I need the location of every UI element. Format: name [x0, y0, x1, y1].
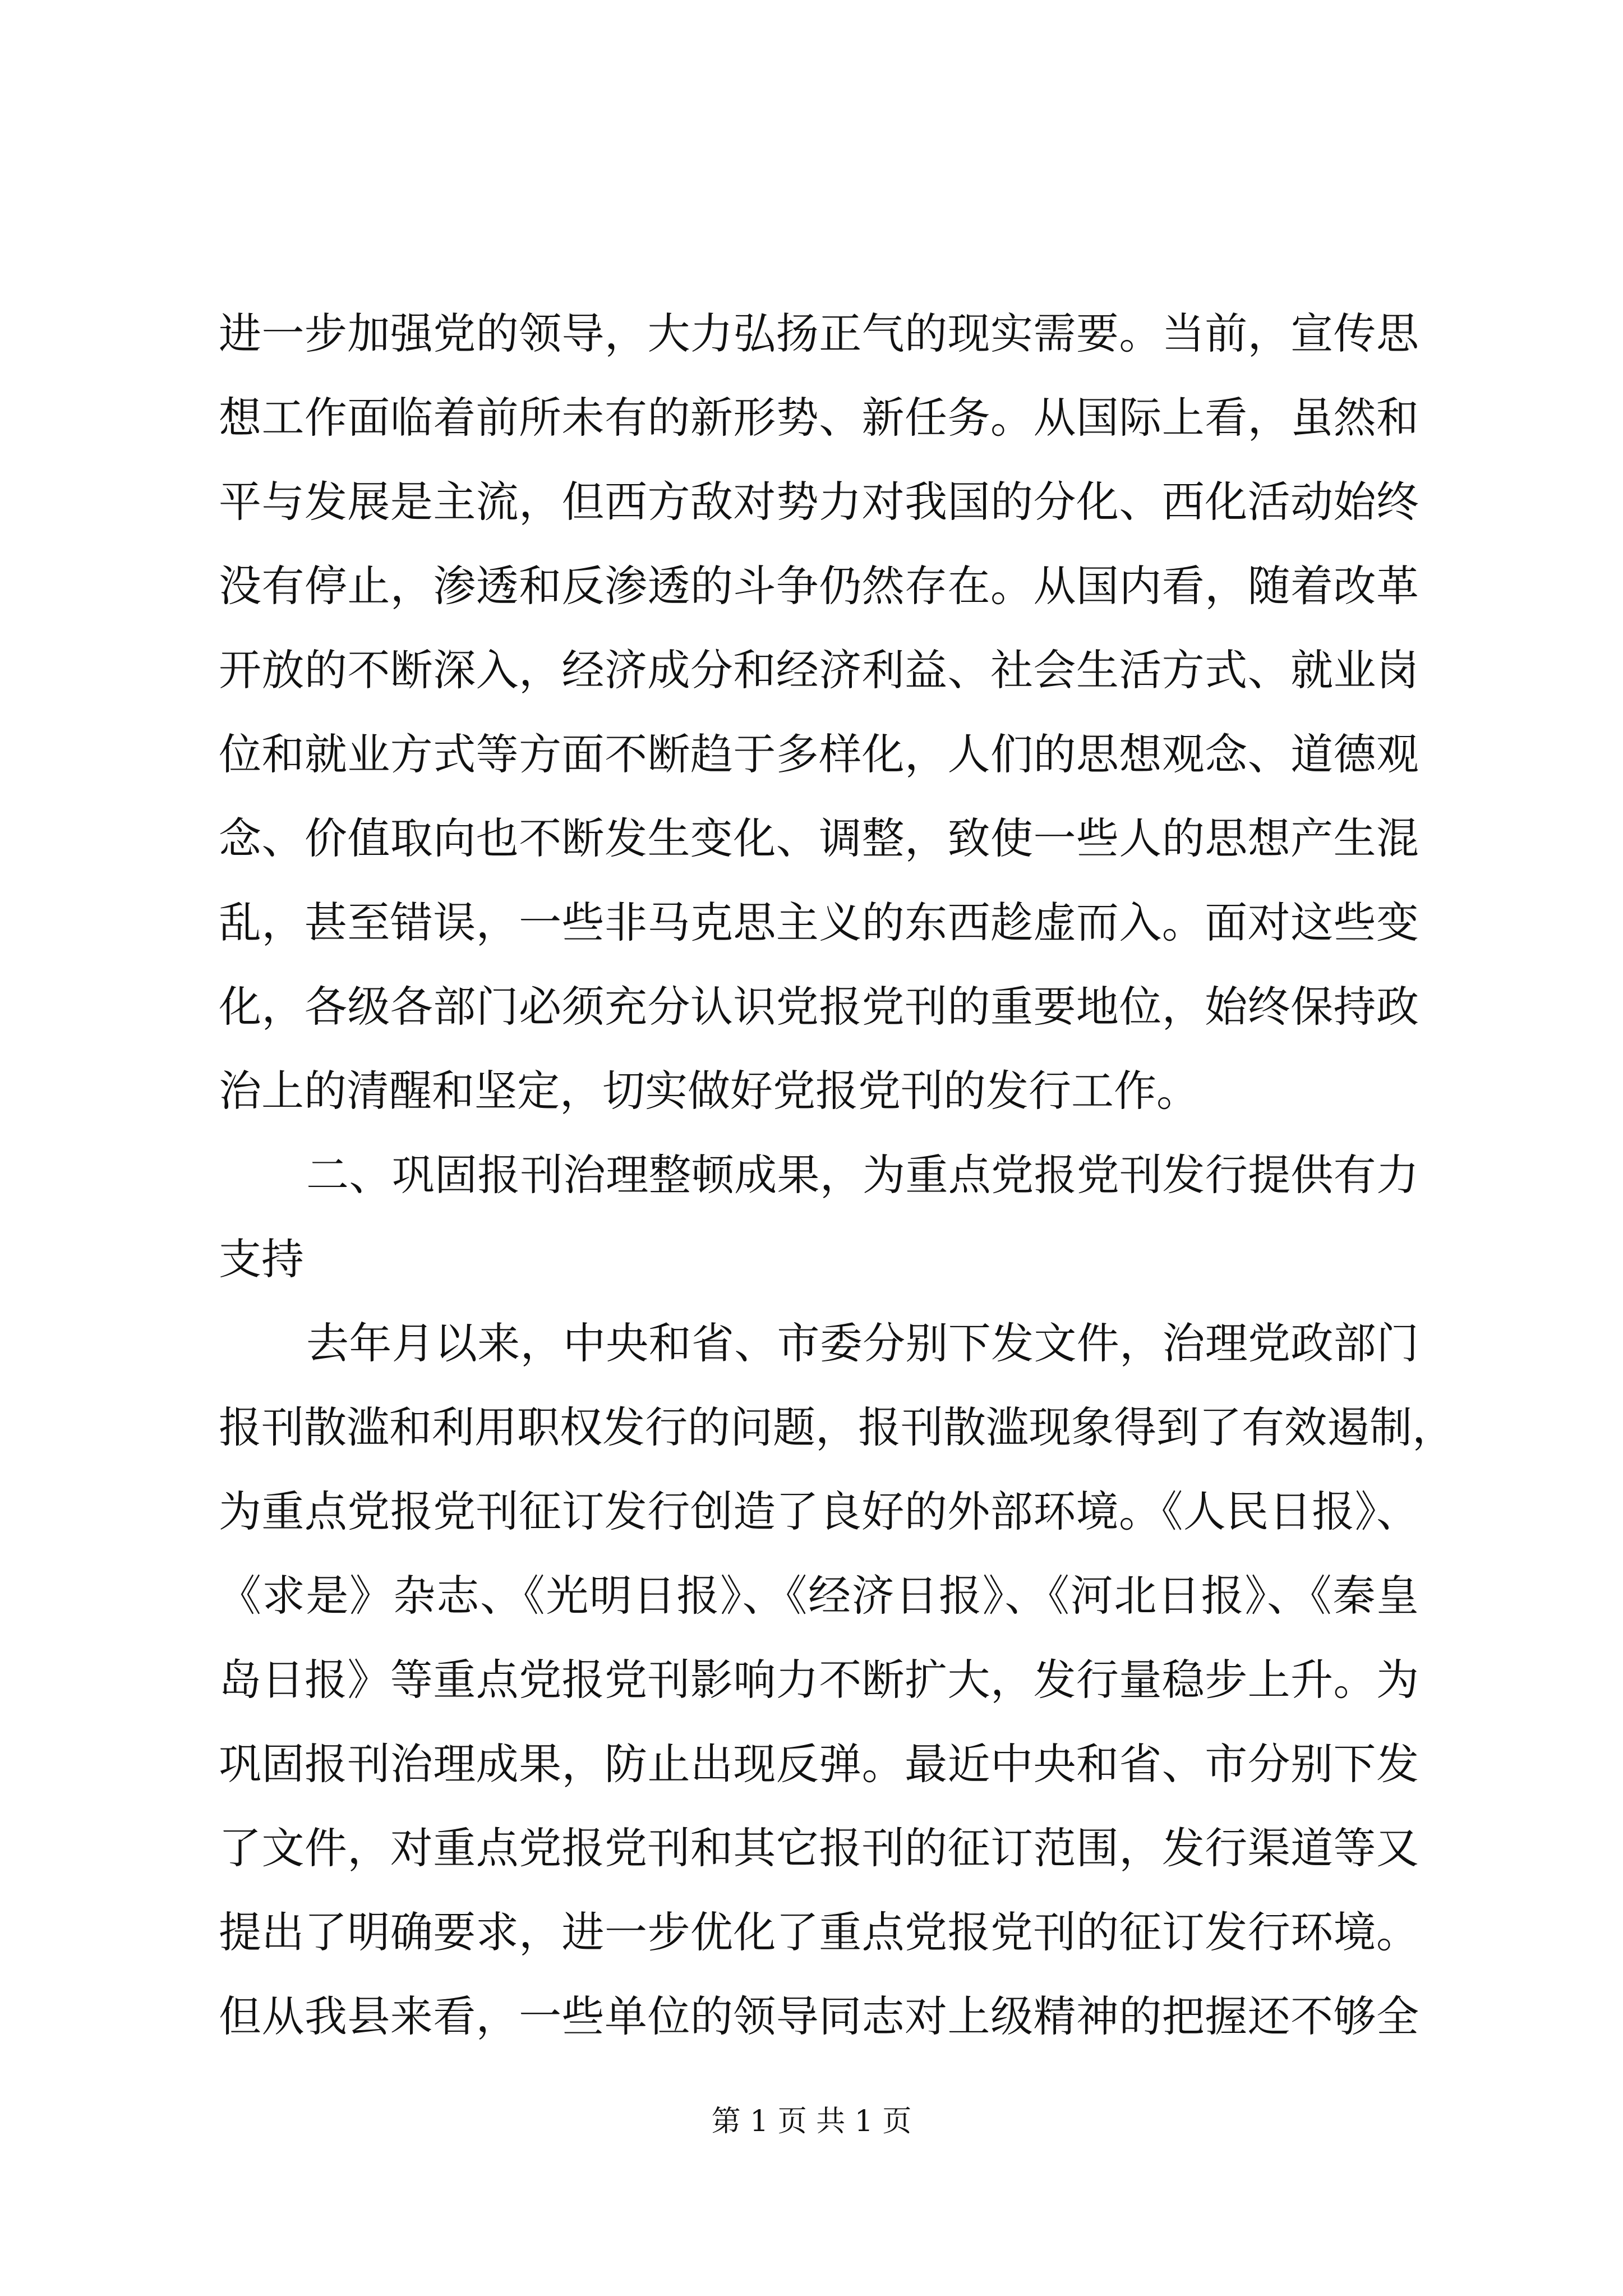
- text-line: 为重点党报党刊征订发行创造了良好的外部环境。《人民日报》、: [219, 1487, 1419, 1536]
- text-line: 了文件，对重点党报党刊和其它报刊的征订范围，发行渠道等又: [219, 1823, 1419, 1873]
- text-line: 乱，甚至错误，一些非马克思主义的东西趁虚而入。面对这些变: [219, 898, 1419, 947]
- text-line: 没有停止，渗透和反渗透的斗争仍然存在。从国内看，随着改革: [219, 561, 1419, 611]
- text-line: 化，各级各部门必须充分认识党报党刊的重要地位，始终保持政: [219, 982, 1419, 1032]
- text-line: 岛日报》等重点党报党刊影响力不断扩大，发行量稳步上升。为: [219, 1655, 1419, 1705]
- text-line: 《求是》杂志、《光明日报》、《经济日报》、《河北日报》、《秦皇: [219, 1571, 1419, 1621]
- page-footer: 第 1 页 共 1 页: [711, 2105, 912, 2138]
- text-line: 但从我县来看，一些单位的领导同志对上级精神的把握还不够全: [219, 1991, 1419, 2041]
- text-line: 开放的不断深入，经济成分和经济利益、社会生活方式、就业岗: [219, 645, 1419, 695]
- text-line: 提出了明确要求，进一步优化了重点党报党刊的征订发行环境。: [219, 1907, 1419, 1957]
- section-heading: 二、巩固报刊治理整顿成果，为重点党报党刊发行提供有力: [306, 1150, 1419, 1200]
- text-line: 念、价值取向也不断发生变化、调整，致使一些人的思想产生混: [219, 813, 1419, 863]
- text-line: 位和就业方式等方面不断趋于多样化，人们的思想观念、道德观: [219, 729, 1419, 779]
- text-line: 报刊散滥和利用职权发行的问题，报刊散滥现象得到了有效遏制，: [219, 1402, 1455, 1452]
- section-heading: 支持: [219, 1234, 304, 1284]
- text-line: 巩固报刊治理成果，防止出现反弹。最近中央和省、市分别下发: [219, 1739, 1419, 1789]
- text-line: 进一步加强党的领导，大力弘扬正气的现实需要。当前，宣传思: [219, 309, 1419, 358]
- text-line: 平与发展是主流，但西方敌对势力对我国的分化、西化活动始终: [219, 477, 1419, 527]
- text-line: 想工作面临着前所未有的新形势、新任务。从国际上看，虽然和: [219, 393, 1419, 443]
- text-line: 去年月以来，中央和省、市委分别下发文件，治理党政部门: [306, 1318, 1419, 1368]
- text-line: 治上的清醒和坚定，切实做好党报党刊的发行工作。: [219, 1066, 1199, 1116]
